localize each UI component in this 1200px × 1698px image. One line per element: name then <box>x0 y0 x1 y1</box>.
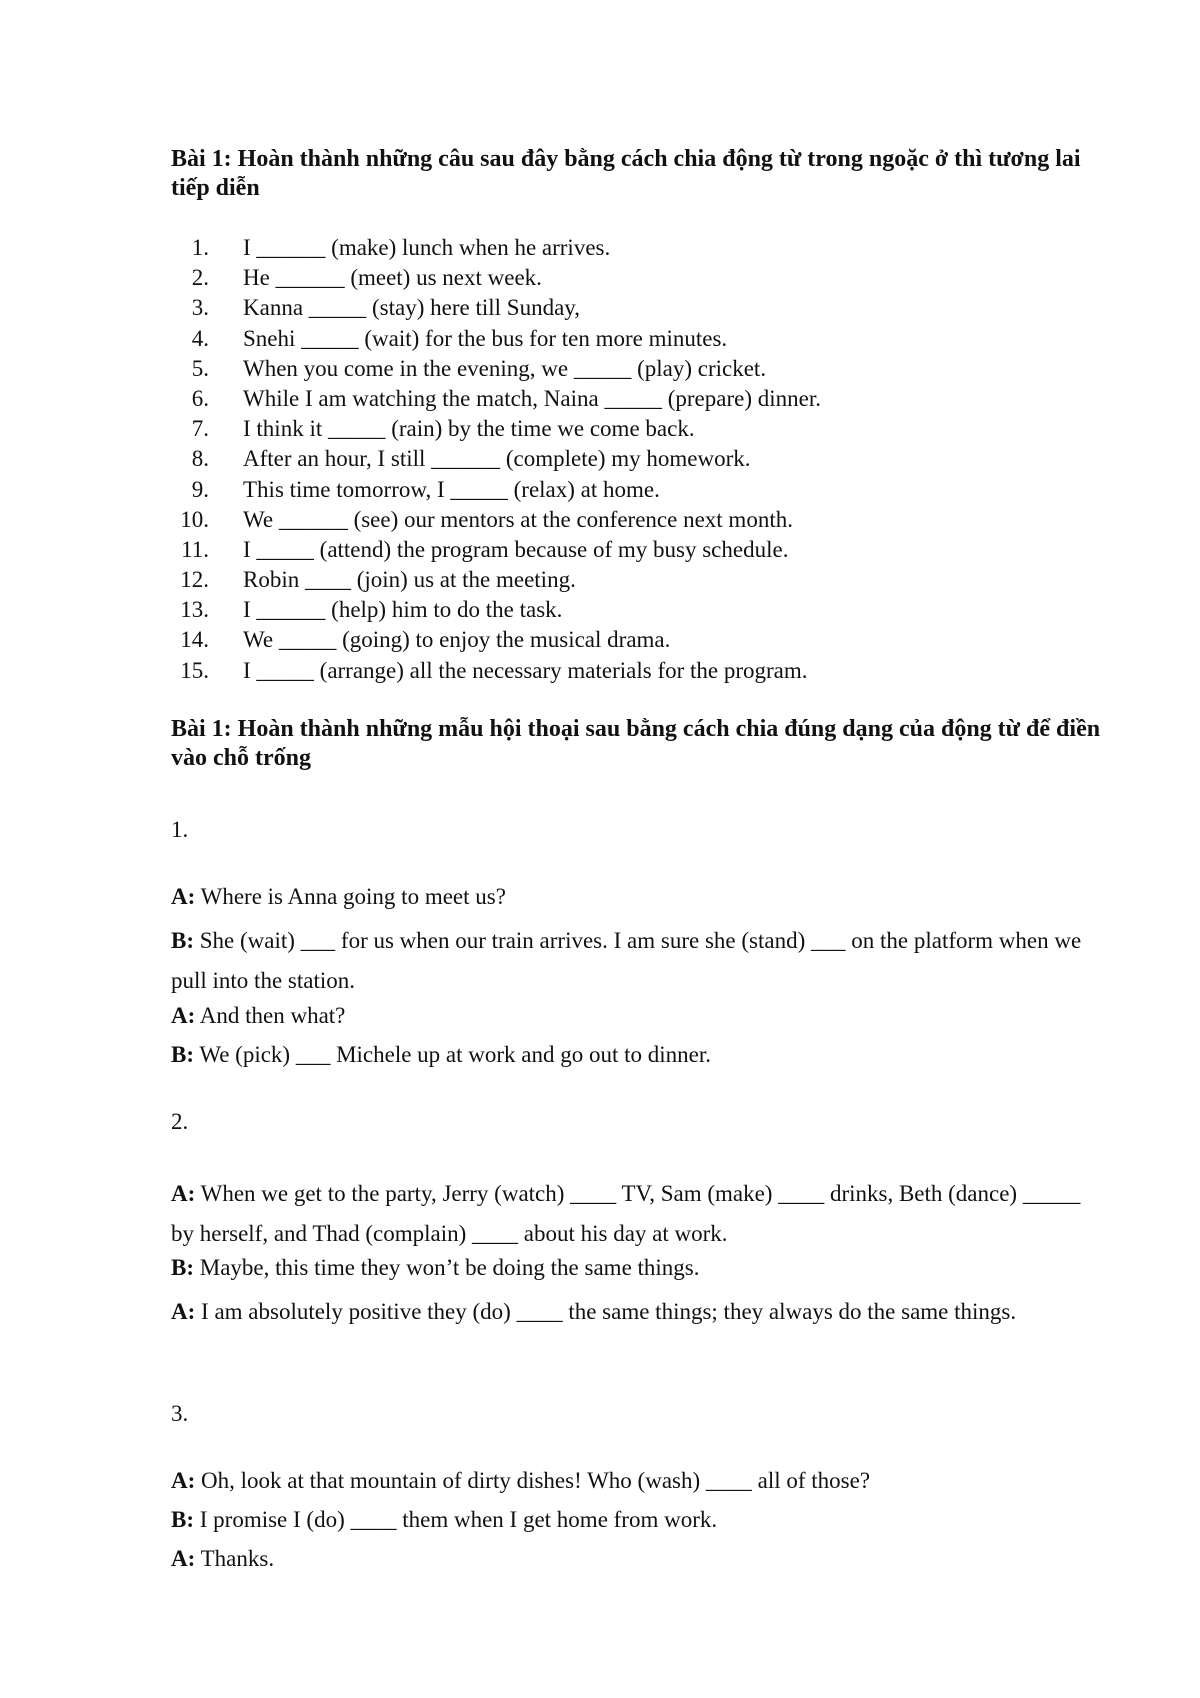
dialogue-line <box>171 1174 1101 1254</box>
speaker-label: A: <box>171 1181 196 1206</box>
exercise-number: 7. <box>191 416 209 442</box>
dialogue-line <box>171 1253 1101 1283</box>
exercise-text: Robin ____ (join) us at the meeting. <box>243 567 576 593</box>
exercise-number: 14. <box>180 627 209 653</box>
exercise-number: 6. <box>191 385 209 411</box>
dialogue-number: 1. <box>171 817 189 842</box>
dialogue-line <box>171 921 1101 1001</box>
dialogue-text: Oh, look at that mountain of dirty dishes! Who (wash) ____ all of those? <box>195 1468 871 1493</box>
dialogue-number: 3. <box>171 1401 189 1426</box>
exercise-number: 2. <box>191 265 209 291</box>
exercise-number: 13. <box>180 597 209 623</box>
speaker-label: B: <box>171 928 194 953</box>
speaker-label: A: <box>171 1299 196 1324</box>
dialogue-line <box>171 1544 1101 1574</box>
exercise-text: When you come in the evening, we _____ (play) cricket. <box>243 355 767 381</box>
exercise-text: He ______ (meet) us next week. <box>243 265 542 291</box>
exercise-text: While I am watching the match, Naina _____ (prepare) dinner. <box>243 385 821 411</box>
exercise-text: I think it _____ (rain) by the time we come back. <box>243 416 695 442</box>
exercise-text: I _____ (attend) the program because of my busy schedule. <box>243 536 789 562</box>
dialogue-line <box>171 1466 1101 1496</box>
speaker-label: B: <box>171 1042 194 1067</box>
dialogue-text: Maybe, this time they won’t be doing the same things. <box>194 1255 700 1280</box>
section2-heading: Bài 1: Hoàn thành những mẫu hội thoại sau bằng cách chia đúng dạng của động từ để điền vào chỗ trống <box>171 716 1101 771</box>
exercise-text: We _____ (going) to enjoy the musical drama. <box>243 627 671 653</box>
dialogue-text: She (wait) ___ for us when our train arrives. I am sure she (stand) ___ on the platform when we pull into the station. <box>171 928 1082 993</box>
speaker-label: A: <box>171 884 196 909</box>
dialogue-text: And then what? <box>195 1003 346 1028</box>
dialogue-line <box>171 1292 1101 1332</box>
dialogue-text: We (pick) ___ Michele up at work and go out to dinner. <box>194 1042 712 1067</box>
dialogue-line <box>171 1001 1101 1031</box>
exercise-number: 8. <box>191 446 209 472</box>
exercise-number: 15. <box>180 657 209 683</box>
exercise-text: Kanna _____ (stay) here till Sunday, <box>243 295 581 321</box>
exercise-number: 11. <box>181 536 209 562</box>
exercise-number: 12. <box>180 567 209 593</box>
exercise-text: I _____ (arrange) all the necessary materials for the program. <box>243 657 808 683</box>
speaker-label: A: <box>171 1003 196 1028</box>
speaker-label: A: <box>171 1468 196 1493</box>
speaker-label: B: <box>171 1255 194 1280</box>
exercise-number: 10. <box>180 506 209 532</box>
dialogue-line <box>171 1505 1101 1535</box>
exercise-number: 3. <box>191 295 209 321</box>
exercise-text: This time tomorrow, I _____ (relax) at home. <box>243 476 660 502</box>
dialogue-number: 2. <box>171 1109 189 1134</box>
exercise-number: 4. <box>191 325 209 351</box>
speaker-label: B: <box>171 1507 194 1532</box>
dialogue-text: Where is Anna going to meet us? <box>195 884 506 909</box>
exercise-text: We ______ (see) our mentors at the conference next month. <box>243 506 793 532</box>
dialogue-text: I promise I (do) ____ them when I get home from work. <box>194 1507 718 1532</box>
dialogue-text: Thanks. <box>195 1546 275 1571</box>
exercise-text: I ______ (make) lunch when he arrives. <box>243 235 611 260</box>
dialogue-line <box>171 1040 1101 1070</box>
dialogue-line <box>171 882 1101 912</box>
section1-heading: Bài 1: Hoàn thành những câu sau đây bằng cách chia động từ trong ngoặc ở thì tương lai tiếp diễn <box>171 146 1081 201</box>
speaker-label: A: <box>171 1546 196 1571</box>
dialogue-text: I am absolutely positive they (do) ____ the same things; they always do the same things. <box>195 1299 1017 1324</box>
exercise-text: I ______ (help) him to do the task. <box>243 597 563 623</box>
exercise-text: After an hour, I still ______ (complete) my homework. <box>243 446 751 472</box>
exercise-number: 1. <box>191 235 209 260</box>
exercise-number: 9. <box>191 476 209 502</box>
exercise-number: 5. <box>191 355 209 381</box>
dialogue-text: When we get to the party, Jerry (watch) ____ TV, Sam (make) ____ drinks, Beth (dance) _____ by herself, and Thad (complain) ____ about his day at work. <box>171 1181 1081 1246</box>
exercise-text: Snehi _____ (wait) for the bus for ten more minutes. <box>243 325 728 351</box>
